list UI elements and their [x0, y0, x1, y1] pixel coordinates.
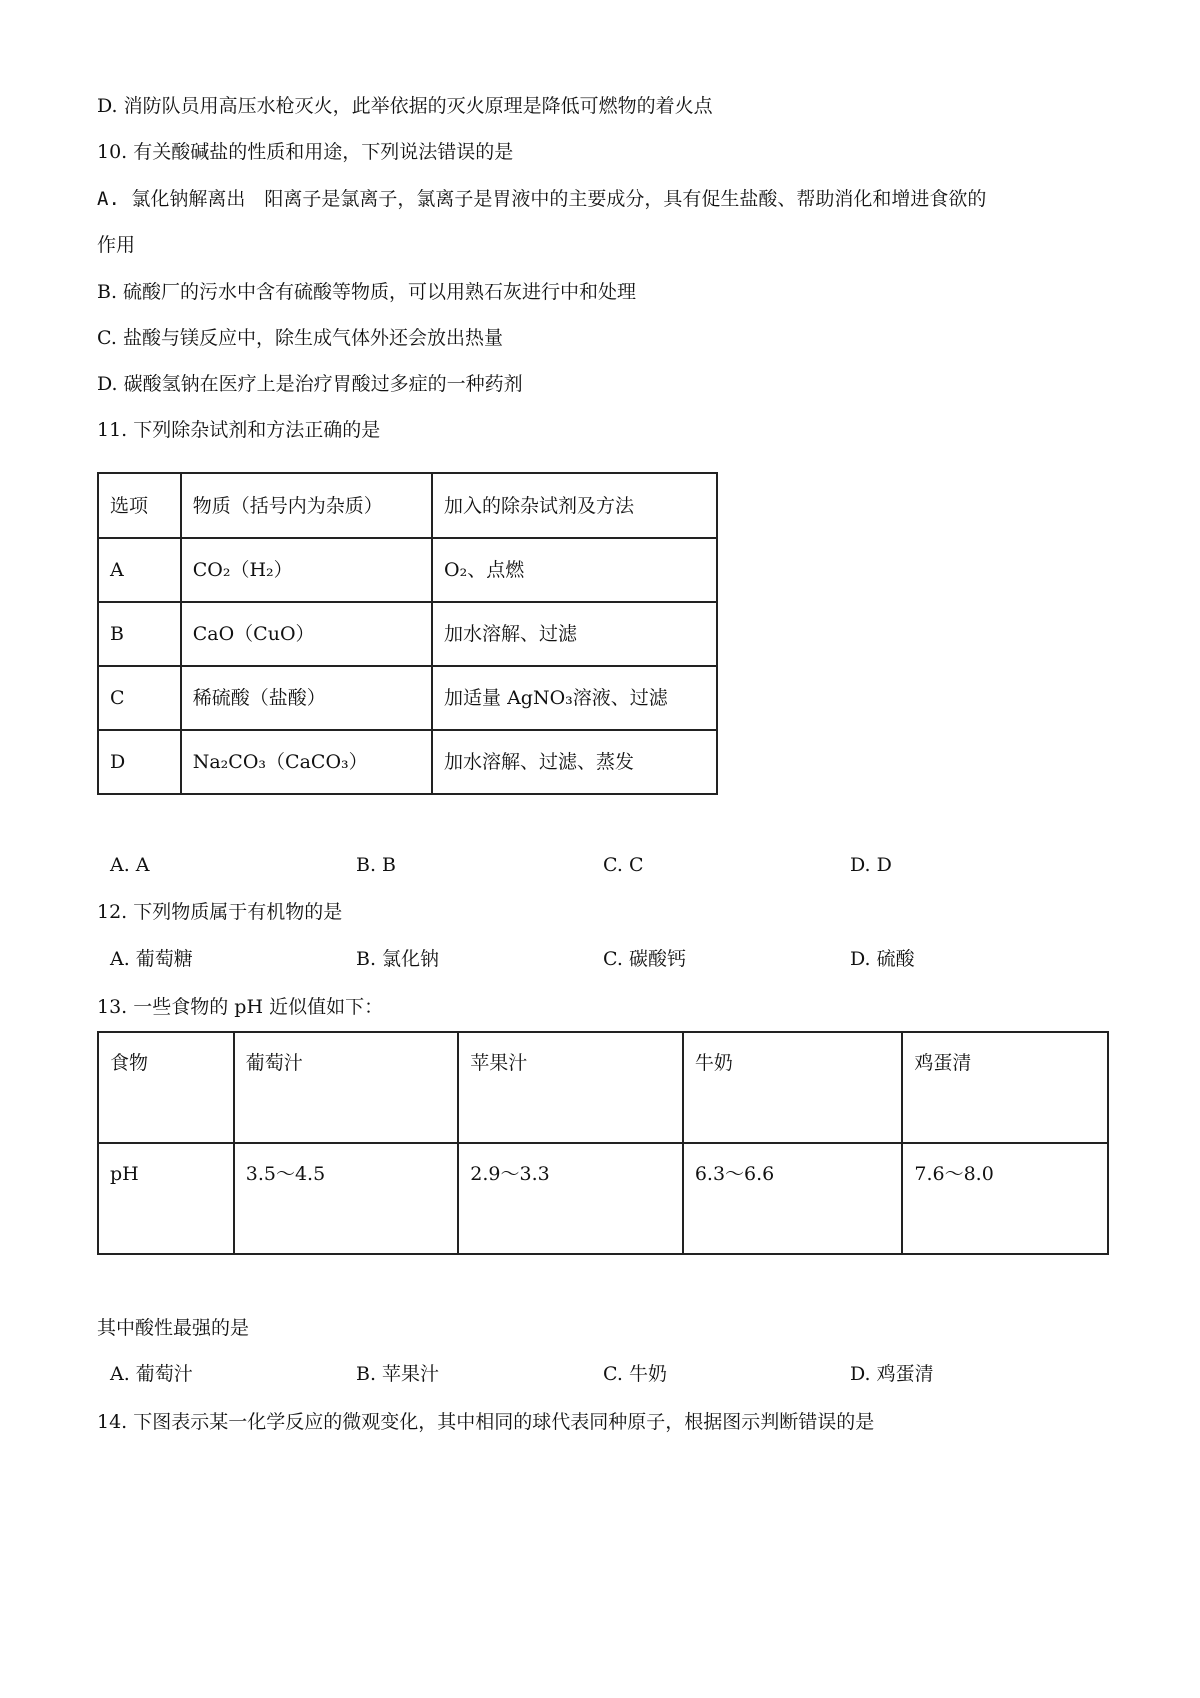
q10-option-b: B. 硫酸厂的污水中含有硫酸等物质，可以用熟石灰进行中和处理 [97, 281, 637, 303]
table-cell-substance: 稀硫酸（盐酸） [181, 666, 432, 730]
table-row [98, 1143, 1108, 1254]
q13-choice-b: B. 苹果汁 [356, 1363, 440, 1385]
table-cell-option: D [98, 730, 181, 794]
q10-stem: 10. 有关酸碱盐的性质和用途，下列说法错误的是 [97, 141, 514, 163]
q12-choice-a: A. 葡萄糖 [110, 948, 193, 970]
q12-stem: 12. 下列物质属于有机物的是 [97, 901, 343, 923]
q13-table [97, 1031, 1109, 1255]
table-cell-substance: CO₂（H₂） [181, 538, 432, 602]
q12-choice-c: C. 碳酸钙 [603, 948, 686, 970]
q10-option-a-line2: 作用 [97, 234, 136, 256]
table-cell-option: C [98, 666, 181, 730]
table-cell-method: O₂、点燃 [432, 538, 717, 602]
table-cell-method: 加水溶解、过滤 [432, 602, 717, 666]
q11-stem: 11. 下列除杂试剂和方法正确的是 [97, 419, 381, 441]
table-header-row [98, 1032, 1108, 1143]
table-cell: 6.3～6.6 [683, 1143, 903, 1254]
q10-option-a-line1: A. 氯化钠解离出 阳离子是氯离子，氯离子是胃液中的主要成分，具有促生盐酸、帮助消化和增进食欲的 [97, 188, 987, 210]
table-row [98, 602, 717, 666]
q11-choice-c: C. C [603, 854, 644, 876]
q10-option-c: C. 盐酸与镁反应中，除生成气体外还会放出热量 [97, 327, 503, 349]
q10-option-d: D. 碳酸氢钠在医疗上是治疗胃酸过多症的一种药剂 [97, 373, 523, 395]
q12-choice-d: D. 硫酸 [850, 948, 915, 970]
table-header-cell: 食物 [98, 1032, 234, 1143]
table-header-cell: 加入的除杂试剂及方法 [432, 473, 717, 538]
q14-stem: 14. 下图表示某一化学反应的微观变化，其中相同的球代表同种原子，根据图示判断错误的是 [97, 1411, 875, 1433]
table-cell-method: 加适量 AgNO₃溶液、过滤 [432, 666, 717, 730]
table-cell-substance: Na₂CO₃（CaCO₃） [181, 730, 432, 794]
q11-choice-a: A. A [110, 854, 150, 876]
table-row [98, 666, 717, 730]
q11-table [97, 472, 718, 795]
table-header-cell: 鸡蛋清 [902, 1032, 1108, 1143]
table-header-row [98, 473, 717, 538]
q13-choice-a: A. 葡萄汁 [110, 1363, 193, 1385]
q13-choice-d: D. 鸡蛋清 [850, 1363, 934, 1385]
q13-question: 其中酸性最强的是 [97, 1317, 250, 1339]
table-cell: 7.6～8.0 [902, 1143, 1108, 1254]
table-cell: 3.5～4.5 [234, 1143, 459, 1254]
q11-choice-d: D. D [850, 854, 892, 876]
table-row [98, 538, 717, 602]
q13-choice-c: C. 牛奶 [603, 1363, 667, 1385]
table-cell-method: 加水溶解、过滤、蒸发 [432, 730, 717, 794]
q13-stem: 13. 一些食物的 pH 近似值如下： [97, 996, 384, 1018]
table-cell: 2.9～3.3 [458, 1143, 683, 1254]
table-row [98, 730, 717, 794]
table-header-cell: 牛奶 [683, 1032, 903, 1143]
table-header-cell: 选项 [98, 473, 181, 538]
q9-option-d: D. 消防队员用高压水枪灭火，此举依据的灭火原理是降低可燃物的着火点 [97, 95, 713, 117]
table-header-cell: 葡萄汁 [234, 1032, 459, 1143]
table-cell-option: B [98, 602, 181, 666]
table-cell-option: A [98, 538, 181, 602]
table-header-cell: 苹果汁 [458, 1032, 683, 1143]
table-header-cell: 物质（括号内为杂质） [181, 473, 432, 538]
q11-choice-b: B. B [356, 854, 397, 876]
q12-choice-b: B. 氯化钠 [356, 948, 440, 970]
table-cell-substance: CaO（CuO） [181, 602, 432, 666]
table-cell: pH [98, 1143, 234, 1254]
